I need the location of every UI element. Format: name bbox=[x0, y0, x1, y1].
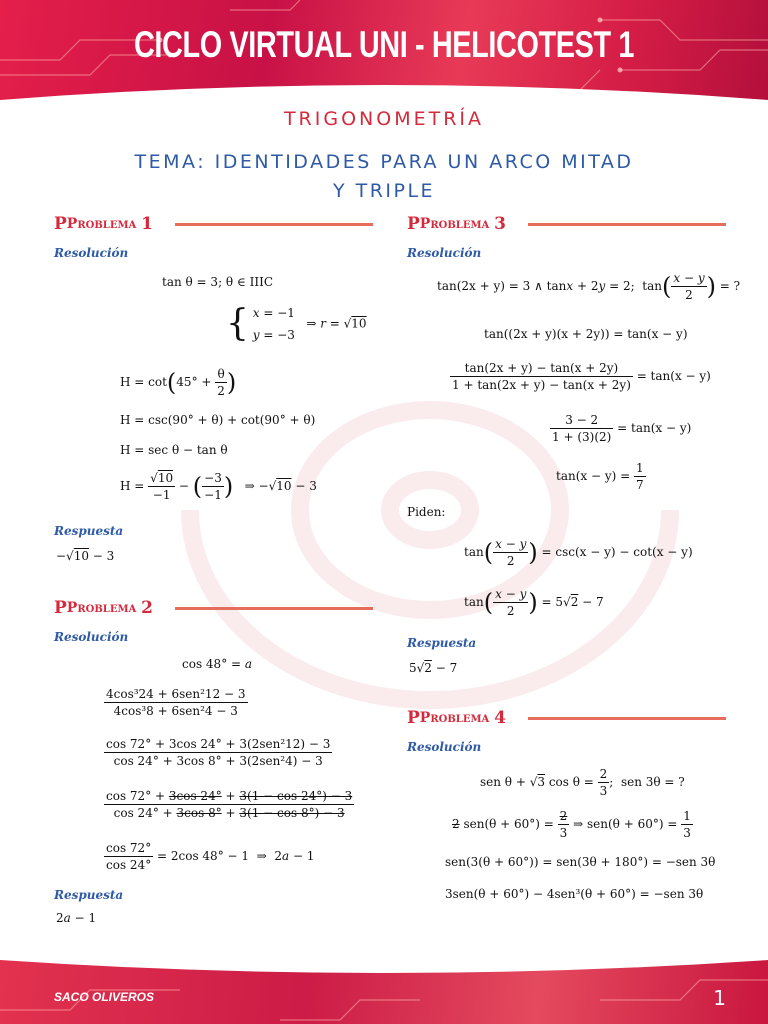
p1-answer: −√10 − 3 bbox=[56, 549, 115, 563]
subject-title: TRIGONOMETRÍA bbox=[283, 108, 485, 130]
topic-line-1: TEMA: IDENTIDADES PARA UN ARCO MITAD bbox=[134, 151, 634, 173]
p4-line-2: 2 sen(θ + 60°) = $\frac{2}{3}$ ⇒ sen(θ + 60°) = $\frac{1}{3}$ bbox=[452, 809, 691, 840]
p3-line-6: tan( $\frac{x - y}{2}$ ) = csc(x − y) − cot(x − y) bbox=[464, 537, 693, 568]
p3-line-3: $\frac{\tan(2x + y) - \tan(x + 2y)}{1 + \tan(2x + y) - \tan(x + 2y)}$ = tan(x − y) bbox=[452, 361, 711, 392]
footer-banner bbox=[0, 960, 768, 1024]
problem-4-heading: P Problema 4 bbox=[407, 708, 726, 728]
p4-line-1: sen θ + √3 cos θ = $\frac{2}{3}$ ; sen 3θ = ? bbox=[480, 767, 685, 798]
problem-4-rule bbox=[528, 717, 726, 720]
problem-1-resolution-label: Resolución bbox=[54, 246, 129, 260]
problem-3-answer-label: Respuesta bbox=[407, 636, 477, 650]
p1-line-4: H = csc(90° + θ) + cot(90° + θ) bbox=[120, 413, 316, 427]
problem-3-heading: P Problema 3 bbox=[407, 214, 726, 234]
p3-line-5: tan(x − y) = $\frac{1}{7}$ bbox=[556, 461, 644, 492]
topic-title bbox=[0, 148, 768, 206]
header-banner bbox=[0, 0, 768, 100]
problem-3-rule bbox=[528, 223, 726, 226]
header-title: CICLO VIRTUAL UNI - HELICOTEST 1 bbox=[133, 24, 635, 65]
p3-line-1: tan(2x + y) = 3 ∧ tanx + 2y = 2; tan( $\frac{x - y}{2}$ ) = ? bbox=[437, 271, 741, 302]
p1-line-1: tan θ = 3; θ ∈ IIIC bbox=[162, 275, 274, 289]
problem-2-resolution-label: Resolución bbox=[54, 630, 129, 644]
problem-3-resolution-label: Resolución bbox=[407, 246, 482, 260]
p1-line-5: H = sec θ − tan θ bbox=[120, 443, 228, 457]
p4-line-4: 3sen(θ + 60°) − 4sen³(θ + 60°) = −sen 3θ bbox=[445, 887, 704, 901]
topic-line-2: Y TRIPLE bbox=[332, 180, 436, 202]
p2-line-1: cos 48° = a bbox=[182, 657, 253, 671]
page-number: 1 bbox=[713, 986, 726, 1010]
p3-piden-label: Piden: bbox=[407, 505, 446, 519]
problem-1-rule bbox=[175, 223, 373, 226]
p2-answer: 2a − 1 bbox=[56, 911, 97, 925]
p3-answer: 5√2 − 7 bbox=[409, 661, 458, 675]
p3-line-7: tan( $\frac{x - y}{2}$ ) = 5√2 − 7 bbox=[464, 587, 604, 618]
problem-1-heading: P Problema 1 bbox=[54, 214, 373, 234]
p2-line-4: $\frac{\cos 72^\circ + 3\cos 24^\circ + 3(1 - \cos 24^\circ) - 3}{\cos 24^\circ + 3\cos 8^\circ + 3(1 - \cos 8^\circ) - 3}$ bbox=[106, 789, 353, 820]
p1-line-3: H = cot(45° + $\frac{\theta}{2}$ ) bbox=[120, 367, 237, 398]
problem-2-rule bbox=[175, 607, 373, 610]
p2-line-3: $\frac{\text{cos 72° + 3cos 24° + 3(2sen²12) − 3}}{\text{cos 24° + 3cos 8° + 3(2sen²4) − 3}}$ bbox=[106, 737, 331, 768]
p1-line-6: H = $\frac{√10}{-1}$ − ( $\frac{-3}{-1}$ ) ⇒ −√10 − 3 bbox=[120, 471, 317, 502]
p3-line-4: $\frac{3 - 2}{1 + (3)(2)}$ = tan(x − y) bbox=[552, 413, 692, 444]
problem-2-heading: P Problema 2 bbox=[54, 598, 373, 618]
p1-line-2: { x = −1 y = −3 ⇒ r = √10 bbox=[226, 303, 367, 344]
p4-line-3: sen(3(θ + 60°)) = sen(3θ + 180°) = −sen 3θ bbox=[445, 855, 716, 869]
problem-1-answer-label: Respuesta bbox=[54, 524, 124, 538]
p2-line-2: $\frac{\text{4cos³24 + 6sen²12 − 3}}{\text{4cos³8 + 6sen²4 − 3}}$ bbox=[106, 687, 246, 718]
p3-line-2: tan((2x + y)(x + 2y)) = tan(x − y) bbox=[484, 327, 688, 341]
p2-line-5: $\frac{\cos 72^\circ}{\cos 24^\circ}$ = 2cos 48° − 1 ⇒ 2a − 1 bbox=[106, 841, 315, 872]
footer-brand: SACO OLIVEROS bbox=[54, 990, 155, 1004]
problem-2-answer-label: Respuesta bbox=[54, 888, 124, 902]
problem-4-resolution-label: Resolución bbox=[407, 740, 482, 754]
